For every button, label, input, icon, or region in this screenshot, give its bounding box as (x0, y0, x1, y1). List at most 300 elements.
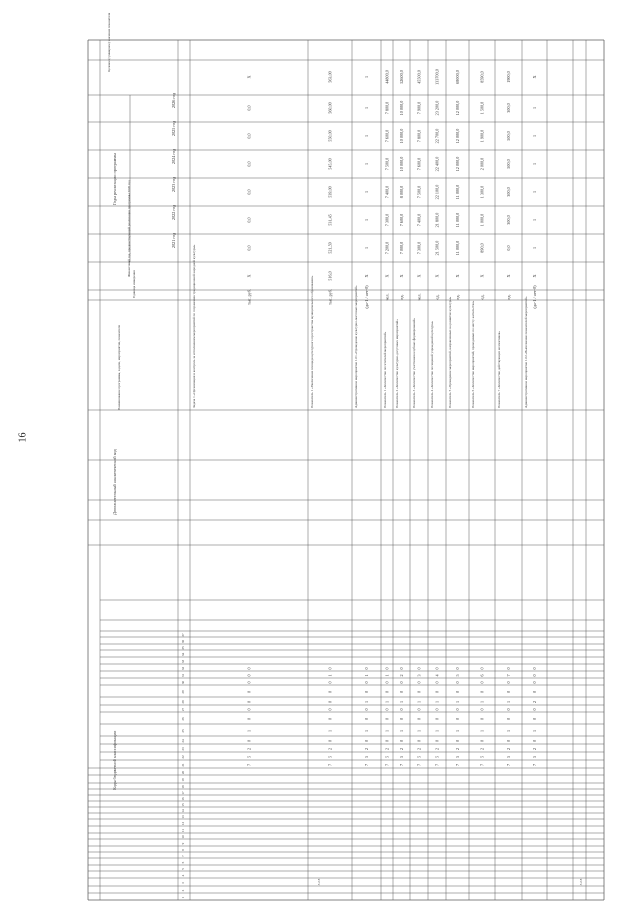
cell-v2026: 300,0 (506, 103, 511, 113)
code-digit: 2 (246, 747, 252, 751)
column-number: 14 (181, 809, 185, 813)
header-year-2026: 2026 год (171, 92, 176, 108)
code-digit: 2 (506, 747, 511, 751)
cell-v2025: 1 (532, 134, 537, 138)
code-digit: 1 (327, 729, 333, 733)
column-number: 3 (181, 882, 185, 884)
column-number: 36 (181, 639, 185, 644)
code-digit: 3 (416, 674, 422, 677)
cell-v2021: 890,0 (479, 243, 485, 253)
code-digit: 0 (506, 739, 511, 743)
cell-v2025: 500,0 (506, 131, 511, 141)
row-name: Показатель 2 «Количество культурно-досуговых мероприятий» (395, 319, 399, 408)
table-body (192, 69, 537, 766)
code-digit: 5 (455, 674, 460, 677)
code-digit: 0 (455, 717, 460, 721)
code-digit: 0 (532, 739, 537, 743)
code-digit: 0 (532, 717, 537, 721)
code-digit: 0 (479, 667, 485, 670)
code-digit: 0 (532, 708, 537, 711)
code-digit: 0 (479, 690, 485, 694)
column-number: 30 (181, 680, 185, 685)
cell-v2024: 2 000,0 (479, 157, 485, 171)
cell-v2026: 10 000,0 (399, 100, 404, 116)
code-digit: 1 (455, 700, 460, 704)
cell-v2025: 7 800,0 (416, 129, 422, 143)
code-digit: 0 (506, 708, 511, 711)
code-digit: 2 (434, 747, 440, 751)
cell-unit: тыс. руб. (246, 289, 252, 305)
header-year-2024: 2024 год (171, 148, 176, 164)
column-number: 9 (181, 842, 185, 845)
table-grid (88, 40, 604, 900)
code-digit: 5 (506, 755, 511, 759)
code-digit: 2 (399, 674, 404, 677)
code-digit: 0 (434, 667, 440, 670)
code-digit: 0 (434, 681, 440, 684)
cell-v2024: 12 000,0 (455, 156, 460, 172)
code-digit: 7 (479, 763, 485, 767)
code-digit: 0 (364, 717, 369, 721)
code-digit: 0 (416, 681, 422, 684)
code-digit: 5 (479, 755, 485, 759)
row-name: Показатель 3 «Количество участников клубных формирований» (412, 318, 416, 408)
code-digit: 0 (479, 717, 485, 721)
code-digit: 0 (364, 739, 369, 743)
column-number: 21 (181, 763, 185, 767)
cell-v2021: 7 000,0 (399, 241, 404, 255)
code-digit: 0 (327, 708, 333, 711)
column-number: 7 (181, 855, 185, 857)
column-number: 15 (181, 803, 185, 807)
code-digit: 0 (364, 690, 369, 694)
code-digit: 2 (327, 747, 333, 751)
code-digit: 0 (327, 690, 333, 694)
code-digit: 2 (455, 747, 460, 751)
code-digit: 0 (455, 690, 460, 694)
code-digit: 0 (506, 717, 511, 721)
table-row (310, 71, 334, 766)
cell-v2026: 1 (532, 106, 537, 110)
code-digit: 5 (327, 755, 333, 759)
code-digit: 5 (416, 755, 422, 759)
cell-v2024: 545,00 (327, 158, 333, 170)
row-name: Показатель 1 «Увеличение площади культурного пространства муниципального образования» (310, 275, 314, 408)
cell-v2022: 7 300,0 (384, 213, 390, 227)
code-digit: 0 (327, 667, 333, 670)
code-digit: 1 (399, 700, 404, 704)
cell-unit: ед. (399, 294, 404, 300)
table-row (430, 69, 441, 766)
cell-v2026: 12 000,0 (455, 100, 460, 116)
column-number: 24 (181, 739, 185, 743)
code-digit: 7 (246, 763, 252, 767)
code-digit: 7 (506, 763, 511, 767)
row-name: Задача 1 «Организация и контроль за исполнением мероприятий по сохранению традиционной народной культуры» (192, 244, 196, 408)
column-number: 4 (181, 874, 185, 877)
code-digit: 0 (246, 667, 252, 670)
code-digit: 1 (364, 700, 369, 704)
column-number: 29 (181, 690, 185, 694)
header-year-2022: 2022 год (171, 204, 176, 220)
cell-v2022: 300,0 (506, 215, 511, 225)
cell-v2022: 11 000,0 (455, 212, 460, 228)
column-number: 33 (181, 659, 185, 664)
code-digit: 5 (532, 755, 537, 759)
table-row (412, 70, 423, 766)
code-digit: 0 (532, 690, 537, 694)
code-digit: 1 (434, 729, 440, 733)
table-row (395, 70, 405, 766)
code-digit: 0 (479, 708, 485, 711)
cell-v2024: 22 400,0 (434, 156, 440, 172)
code-digit: 2 (479, 747, 485, 751)
table-headers (107, 12, 176, 790)
row-name: Показатель 1 «Количество посетителей мероприятий» (383, 331, 387, 408)
cell-target: 45500,0 (416, 70, 422, 84)
code-digit: 4 (434, 674, 440, 677)
cell-v2024: 1 (364, 162, 369, 166)
column-number: 2 (181, 889, 185, 892)
code-digit: 0 (399, 667, 404, 670)
cell-v2021: 521,59 (327, 242, 333, 254)
column-number: 8 (181, 849, 185, 851)
code-digit: 7 (399, 763, 404, 767)
cell-target: X (246, 75, 252, 79)
cell-v2024: 0,0 (246, 161, 252, 167)
code-digit: 0 (416, 717, 422, 721)
cell-v2021: 0,0 (506, 245, 511, 251)
code-digit: 1 (364, 674, 369, 677)
code-digit: 1 (479, 700, 485, 704)
cell-unit: тыс. руб. (327, 289, 333, 305)
cell-v2026: 0,0 (246, 105, 252, 111)
code-digit: 0 (384, 717, 390, 721)
code-digit: 0 (479, 739, 485, 743)
code-digit: 0 (364, 681, 369, 684)
cell-v2023: 7 400,0 (384, 185, 390, 199)
column-number: 32 (181, 666, 185, 671)
code-digit: 7 (434, 763, 440, 767)
cell-v2022: 7 600,0 (399, 213, 404, 227)
cell-v2022: 21 800,0 (434, 212, 440, 228)
cell-v2023: 22 100,0 (434, 184, 440, 200)
cell-unit: ед. (479, 294, 485, 300)
code-digit: 0 (455, 681, 460, 684)
cell-v2022: 531,45 (327, 214, 333, 226)
code-digit: 1 (532, 729, 537, 733)
code-digit: 0 (327, 717, 333, 721)
code-digit: 5 (434, 755, 440, 759)
cell-unit: (да-1 / нет-0) (532, 285, 537, 309)
code-digit: 0 (434, 739, 440, 743)
code-digit: 1 (506, 729, 511, 733)
code-digit: 1 (327, 674, 333, 677)
column-number: 34 (181, 652, 185, 657)
code-digit: 0 (364, 708, 369, 711)
page-number: 16 (17, 432, 29, 443)
column-number: 17 (181, 791, 185, 795)
cell-v2025: 22 700,0 (434, 128, 440, 144)
column-number: 31 (181, 673, 185, 678)
cell-v2021: 11 000,0 (455, 240, 460, 256)
header-year-2025: 2025 год (171, 120, 176, 136)
code-digit: 0 (506, 690, 511, 694)
cell-v2023: 8 000,0 (399, 185, 404, 199)
cell-v2025: 1 900,0 (479, 129, 485, 143)
code-digit: 0 (506, 667, 511, 670)
cell-unit: (да-1 / нет-0) (364, 285, 369, 309)
row-name: Показатель 6 «Количество мероприятий, проводимых по месту жительства» (471, 300, 475, 408)
column-number: 25 (181, 729, 185, 733)
column-number: 11 (181, 828, 185, 833)
cell-v2022: 1 (532, 218, 537, 222)
code-digit: 7 (416, 763, 422, 767)
cell-v2026: 7 900,0 (416, 101, 422, 115)
code-digit: 0 (246, 690, 252, 694)
code-digit: 0 (384, 690, 390, 694)
code-digit: 2 (399, 747, 404, 751)
header-budget-codes: Коды бюджетной классификации (112, 730, 117, 790)
cell-target: 69000,0 (455, 70, 460, 84)
cell-v2024: 1 (532, 162, 537, 166)
table-row (354, 76, 369, 766)
column-number: 16 (181, 797, 185, 801)
left-code: 3 2 8 (317, 878, 321, 886)
code-digit: 0 (384, 708, 390, 711)
cell-fin: 516,0 (327, 271, 333, 281)
column-number: 22 (181, 755, 185, 759)
column-number: 10 (181, 835, 185, 839)
cell-v2021: 7 300,0 (416, 241, 422, 255)
cell-v2024: 10 000,0 (399, 156, 404, 172)
cell-v2022: 0,0 (246, 217, 252, 223)
code-digit: 0 (327, 739, 333, 743)
code-digit: 2 (384, 747, 390, 751)
code-digit: 2 (416, 747, 422, 751)
code-digit: 5 (399, 755, 404, 759)
cell-v2026: 23 200,0 (434, 100, 440, 116)
code-digit: 1 (384, 700, 390, 704)
code-digit: 0 (434, 717, 440, 721)
header-unit: Единица измерения (132, 270, 136, 298)
table-row (383, 70, 391, 766)
cell-target: 8590,0 (479, 71, 485, 83)
cell-v2026: 1 (364, 106, 369, 110)
code-digit: 0 (455, 708, 460, 711)
code-digit: 2 (532, 747, 537, 751)
cell-unit: чел. (416, 293, 422, 301)
code-digit: 5 (384, 755, 390, 759)
column-number: 6 (181, 861, 185, 864)
column-number: 27 (181, 707, 185, 712)
cell-target: 563,00 (327, 71, 333, 83)
cell-v2022: 1 (364, 218, 369, 222)
cell-target: 52600,0 (399, 70, 404, 84)
row-name: Административное мероприятие 1.01 «Проведение культурно-массовых мероприятий» (354, 285, 358, 408)
code-digit: 2 (364, 747, 369, 751)
cell-v2025: 12 000,0 (455, 128, 460, 144)
column-number: 37 (181, 633, 185, 637)
cell-v2023: 539,00 (327, 186, 333, 198)
cell-v2023: 300,0 (506, 187, 511, 197)
cell-fin: X (416, 274, 422, 278)
code-digit: 0 (416, 739, 422, 743)
code-digit: 0 (246, 674, 252, 677)
cell-v2021: 1 (364, 246, 369, 250)
code-digit: 0 (399, 708, 404, 711)
code-digit: 0 (532, 674, 537, 677)
code-digit: 7 (327, 763, 333, 767)
cell-fin: X (506, 274, 511, 278)
code-digit: 1 (364, 729, 369, 733)
header-additional-code: Дополнительный аналитический код (112, 449, 117, 515)
code-digit: 0 (399, 690, 404, 694)
cell-fin: X (364, 274, 369, 278)
table-row (471, 71, 486, 766)
code-digit: 1 (455, 729, 460, 733)
cell-v2021: 7 200,0 (384, 241, 390, 255)
code-digit: 7 (506, 674, 511, 677)
cell-v2025: 0,0 (246, 133, 252, 139)
column-number-row (181, 633, 185, 898)
cell-v2025: 550,00 (327, 130, 333, 142)
cell-target: X (532, 75, 537, 79)
table-row (497, 71, 512, 766)
code-digit: 7 (384, 763, 390, 767)
cell-v2021: 0,0 (246, 245, 252, 251)
code-digit: 0 (246, 700, 252, 704)
cell-v2022: 1 000,0 (479, 213, 485, 227)
cell-v2024: 7 600,0 (416, 157, 422, 171)
cell-v2022: 7 400,0 (416, 213, 422, 227)
cell-v2021: 1 (532, 246, 537, 250)
code-digit: 7 (532, 763, 537, 767)
code-digit: 1 (416, 700, 422, 704)
cell-fin: X (532, 274, 537, 278)
code-digit: 0 (399, 681, 404, 684)
code-digit: 1 (416, 729, 422, 733)
code-digit: 1 (506, 700, 511, 704)
row-name: Показатель 4 «Количество посещений учреждений культуры» (430, 320, 434, 408)
cell-v2023: 11 000,0 (455, 184, 460, 200)
cell-unit: ед. (434, 294, 440, 300)
cell-fin: X (399, 274, 404, 278)
code-digit: 0 (327, 681, 333, 684)
code-digit: 7 (455, 763, 460, 767)
header-target: Целевое (суммарное) значение показателя (107, 12, 111, 72)
code-digit: 1 (384, 729, 390, 733)
cell-fin: X (479, 274, 485, 278)
cell-v2023: 1 300,0 (479, 185, 485, 199)
code-digit: 5 (364, 755, 369, 759)
code-digit: 0 (434, 708, 440, 711)
cell-unit: ед. (506, 294, 511, 300)
code-digit: 1 (479, 729, 485, 733)
code-digit: 0 (399, 717, 404, 721)
code-digit: 0 (246, 708, 252, 711)
cell-v2025: 10 000,0 (399, 128, 404, 144)
cell-v2024: 7 500,0 (384, 157, 390, 171)
cell-unit: ед. (455, 294, 460, 300)
table-row (524, 75, 537, 766)
cell-fin: X (384, 274, 390, 278)
cell-v2023: 7 500,0 (416, 185, 422, 199)
code-digit: 7 (364, 763, 369, 767)
cell-v2026: 7 800,0 (384, 101, 390, 115)
column-number: 20 (181, 770, 185, 775)
code-digit: 0 (246, 681, 252, 684)
cell-fin: X (434, 274, 440, 278)
table-row (192, 75, 253, 766)
cell-v2026: 1 500,0 (479, 101, 485, 115)
code-digit: 0 (384, 681, 390, 684)
code-digit: 0 (399, 739, 404, 743)
code-digit: 0 (434, 690, 440, 694)
code-digit: 0 (416, 708, 422, 711)
column-number: 28 (181, 700, 185, 704)
column-number: 19 (181, 778, 185, 782)
column-number: 13 (181, 815, 185, 819)
code-digit: 1 (384, 674, 390, 677)
cell-v2023: 1 (364, 190, 369, 194)
column-number: 5 (181, 868, 185, 870)
code-digit: 0 (327, 700, 333, 704)
code-digit: 1 (434, 700, 440, 704)
left-code-cells (317, 878, 583, 885)
code-digit: 0 (384, 739, 390, 743)
code-digit: 0 (364, 667, 369, 670)
code-digit: 0 (416, 667, 422, 670)
cell-v2024: 500,0 (506, 159, 511, 169)
header-year-2021: 2021 год (171, 232, 176, 248)
code-digit: 0 (479, 681, 485, 684)
cell-target: 1900,0 (506, 71, 511, 83)
table-row (448, 70, 461, 766)
cell-v2025: 1 (364, 134, 369, 138)
code-digit: 0 (384, 667, 390, 670)
left-code: 3 2 8 (579, 878, 583, 886)
cell-unit: чел. (384, 293, 390, 301)
cell-v2025: 7 600,0 (384, 129, 390, 143)
code-digit: 0 (532, 667, 537, 670)
row-name: Показатель 5 «Проведение мероприятий, направленных на развитие культуры» (448, 296, 452, 408)
cell-target: 44800,0 (384, 70, 390, 84)
code-digit: 0 (455, 739, 460, 743)
cell-v2023: 1 (532, 190, 537, 194)
cell-v2021: 21 500,0 (434, 240, 440, 256)
cell-target: 1 (364, 75, 369, 79)
code-digit: 2 (532, 700, 537, 704)
header-years: Годы реализации программы (112, 153, 117, 205)
column-number: 12 (181, 821, 185, 826)
code-digit: 0 (506, 681, 511, 684)
code-digit: 0 (246, 717, 252, 721)
code-digit: 1 (399, 729, 404, 733)
cell-target: 133700,0 (434, 69, 440, 85)
cell-fin: X (455, 274, 460, 278)
code-digit: 6 (479, 674, 485, 677)
column-number: 1 (181, 896, 185, 899)
row-name: Административное мероприятие 1.02 «Выполнение показателей мероприятий» (524, 296, 528, 408)
cell-v2026: 560,00 (327, 102, 333, 114)
code-digit: 5 (455, 755, 460, 759)
header-finance-year: Финансовый год, предшествующий реализации программы 2020 год (127, 180, 131, 277)
code-digit: 0 (246, 739, 252, 743)
code-digit: 1 (246, 729, 252, 733)
header-program-name: Наименование программы, задачи, мероприятия, показателя (117, 325, 121, 410)
column-number: 26 (181, 717, 185, 721)
